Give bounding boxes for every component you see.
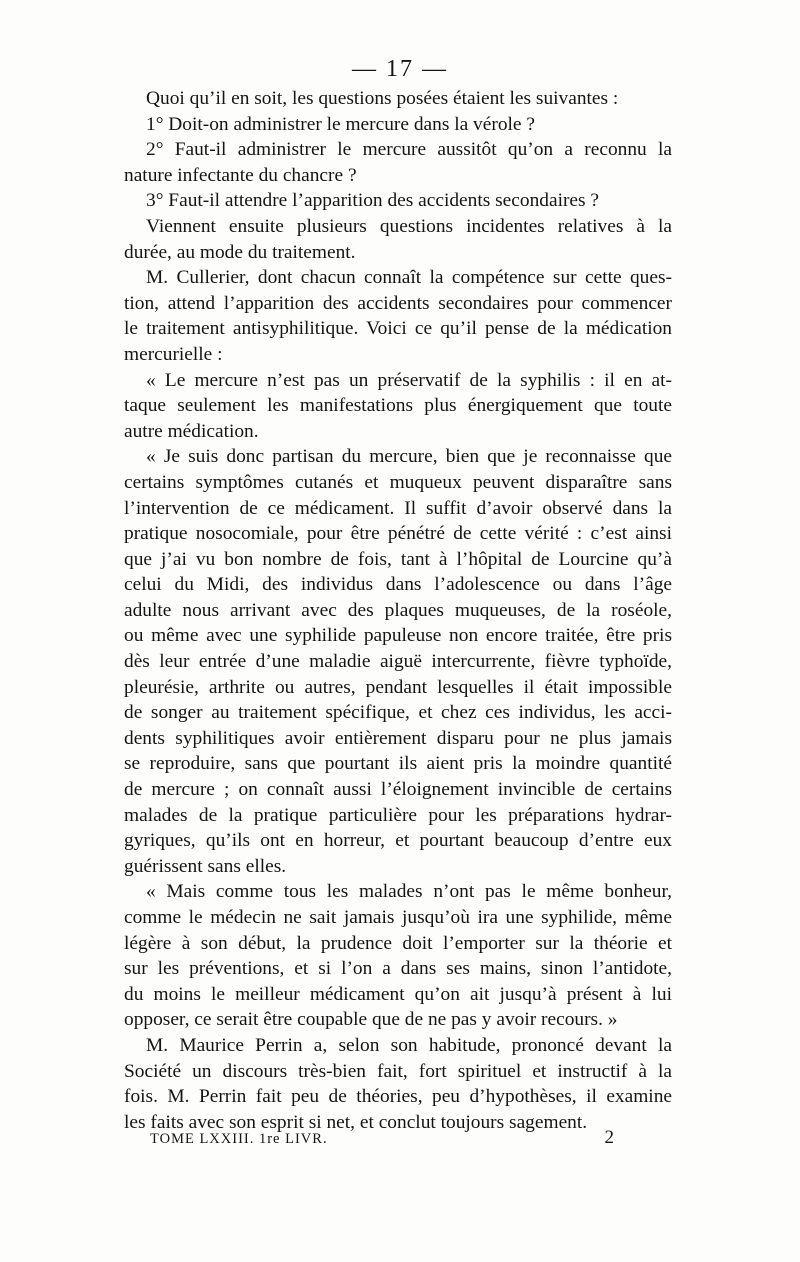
text-line: certains symptômes cutanés et muqueux peuvent disparaître sans [124,471,672,493]
text-line: malades de la pratique particulière pour les préparations hydrar- [124,804,672,826]
text-line: autre médication. [124,420,259,442]
page-footer [150,1127,614,1149]
text-line: que j’ai vu bon nombre de fois, tant à l’hôpital de Lourcine qu’à [124,548,672,570]
text-line: sur les préventions, et si l’on a dans ses mains, sinon l’antidote, [124,958,672,980]
signature-mark: 2 [604,1127,614,1148]
text-line: M. Maurice Perrin a, selon son habitude, prononcé devant la [146,1034,672,1056]
text-line: de mercure ; on connaît aussi l’éloignement invincible de certains [124,779,672,801]
text-line: Viennent ensuite plusieurs questions incidentes relatives à la [146,215,672,237]
text-line: de songer au traitement spécifique, et chez ces individus, les acci- [124,702,672,724]
text-line: taque seulement les manifestations plus énergiquement que toute [124,395,672,417]
text-line: dents syphilitiques avoir entièrement disparu pour ne plus jamais [124,727,672,749]
text-line: nature infectante du chancre ? [124,164,357,186]
text-line: 3° Faut-il attendre l’apparition des accidents secondaires ? [146,190,600,212]
text-line: du moins le meilleur médicament qu’on ait jusqu’à présent à lui [124,983,672,1005]
text-line: comme le médecin ne sait jamais jusqu’où ira une syphilide, même [124,907,672,928]
text-line: 2° Faut-il administrer le mercure aussitôt qu’on a reconnu la [146,139,672,161]
text-line: Quoi qu’il en soit, les questions posées étaient les suivantes : [146,88,619,109]
text-line: pratique nosocomiale, pour être pénétré de cette vérité : c’est ainsi [124,523,672,545]
text-line: « Le mercure n’est pas un préservatif de la syphilis : il en at- [146,369,672,391]
text-line: celui du Midi, des individus dans l’adolescence ou dans l’âge [124,574,672,596]
page-number: — 17 — [352,56,448,82]
text-line: fois. M. Perrin fait peu de théories, peu d’hypothèses, il examine [124,1086,672,1108]
text-line: le traitement antisyphilitique. Voici ce qu’il pense de la médication [124,318,672,340]
text-line: tion, attend l’apparition des accidents secondaires pour commencer [124,292,672,314]
text-line: « Mais comme tous les malades n’ont pas le même bonheur, [146,881,672,903]
text-line: ou même avec une syphilide papuleuse non encore traitée, être pris [124,625,672,647]
text-line: Société un discours très-bien fait, fort spirituel et instructif à la [124,1060,672,1082]
text-line: légère à son début, la prudence doit l’emporter sur la théorie et [124,932,672,954]
text-line: gyriques, qu’ils ont en horreur, et pourtant beaucoup d’entre eux [124,830,672,852]
text-line: dès leur entrée d’une maladie aiguë intercurrente, fièvre typhoïde, [124,651,672,673]
text-line: pleurésie, arthrite ou autres, pendant lesquelles il était impossible [124,676,672,698]
body-text [124,86,672,1135]
text-line: mercurielle : [124,343,223,365]
text-line: 1° Doit-on administrer le mercure dans la vérole ? [146,113,535,135]
text-line: se reproduire, sans que pourtant ils aient pris la moindre quantité [124,753,672,775]
text-line: opposer, ce serait être coupable que de ne pas y avoir recours. » [124,1009,618,1031]
volume-reference: TOME LXXIII. 1re LIVR. [150,1131,328,1147]
text-line: M. Cullerier, dont chacun connaît la compétence sur cette ques- [146,267,672,289]
text-line: l’intervention de ce médicament. Il suffit d’avoir observé dans la [124,497,672,519]
text-line: « Je suis donc partisan du mercure, bien que je reconnaisse que [146,446,672,468]
text-line: adulte nous arrivant avec des plaques muqueuses, de la roséole, [124,599,672,621]
text-line: guérissent sans elles. [124,855,287,877]
text-line: durée, au mode du traitement. [124,241,356,263]
text-line: les faits avec son esprit si net, et conclut toujours sagement. [124,1111,588,1133]
